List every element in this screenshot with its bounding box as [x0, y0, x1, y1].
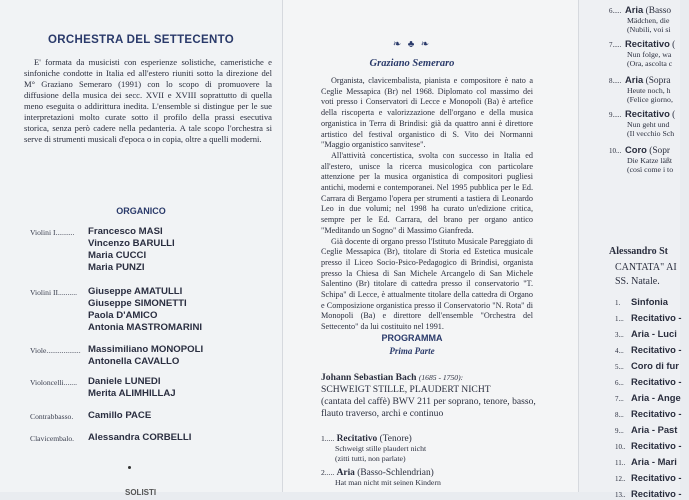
item-number: 8.....: [609, 77, 622, 85]
orchestra-title: ORCHESTRA DEL SETTECENTO: [48, 34, 234, 46]
list-item: 13.. Recitativo -: [615, 488, 682, 499]
item-text: Die Katze läßt: [627, 156, 673, 165]
list-item: [609, 74, 671, 86]
item-number: 7.....: [609, 41, 622, 49]
section-names: [88, 376, 176, 400]
list-item: 12.. Recitativo -: [615, 472, 682, 483]
section-label: Violini II..........: [30, 288, 78, 297]
item-title: Recitativo: [625, 38, 670, 49]
movement-title: Recitativo: [336, 434, 378, 444]
musician-name: Antonia MASTROMARINI: [88, 322, 203, 333]
section-names: [88, 226, 175, 274]
cantata-title: CANTATA" AI: [615, 262, 677, 273]
left-panel: [0, 0, 282, 497]
right-panel: [578, 0, 682, 499]
list-item: [609, 108, 675, 120]
list-item: [609, 144, 670, 156]
bullet-dot: [128, 466, 131, 469]
item-translation: (Nubili, voi si: [627, 25, 671, 34]
section-names: [88, 432, 191, 444]
item-number: 9.....: [609, 111, 622, 119]
item-voice: (Sopra: [643, 76, 671, 86]
musician-name: Daniele LUNEDI: [88, 376, 161, 387]
list-item: 8... Recitativo -: [615, 408, 682, 419]
orchestra-intro-text: E' formata da musicisti con esperienze solistiche, cameristiche e sinfoniche condotte in Italia ed all'estero riuniti sotto la direzione del M° Graziano Semeraro (1991) con lo scopo di promuovere la diffusione della musica dei secc. XVII e XVIII soprattutto di quella meno eseguita o addirittura inedita. L'ensemble si distingue per le sue interpretazioni molto curate sotto il profilo della prassi esecutiva storica, senza però cadere nella pedanteria. A tale scopo l'orchestra si serve di strumenti musicali d'epoca o in copia, oltre a quelli moderni.: [24, 57, 272, 144]
musician-name: Massimiliano MONOPOLI: [88, 344, 204, 355]
programma-title: PROGRAMMA: [381, 333, 443, 343]
musician-name: Paola D'AMICO: [88, 310, 158, 321]
list-item: 5... Coro di fur: [615, 360, 679, 371]
section-label: Violini I..........: [30, 228, 75, 237]
item-title: Aria: [625, 4, 644, 15]
movement-voice: (Tenore): [377, 434, 412, 444]
movement-voice: (Basso-Schlendrian): [354, 468, 434, 478]
list-item: 3... Aria - Luci: [615, 328, 677, 339]
musician-name: Merita ALIMHILLAJ: [88, 388, 176, 399]
middle-panel: [282, 0, 578, 492]
item-voice: (Sopr: [646, 146, 671, 156]
ornament-icon: ❧ ♣ ❧: [392, 39, 432, 50]
list-item: [609, 38, 675, 50]
section-label: Viole..................: [30, 346, 81, 355]
work-title: SCHWEIGT STILLE, PLAUDERT NICHT: [321, 384, 491, 395]
item-title: Recitativo: [625, 108, 670, 119]
bio-paragraph: Organista, clavicembalista, pianista e compositore è nato a Ceglie Messapica (Br) nel 1968. Diplomato col massimo dei voti presso i Conservatori di Lecce e Monopoli (Ba) è artefice della riscoperta e valorizzazione dell'organo e della musica organistica in Terra di Brindisi: già da quattro anni è direttore artistico del festival organistico di S. Vito dei Normanni "Maggio organistico sanvitese".: [321, 76, 533, 150]
section-label: Violoncelli.......: [30, 378, 77, 387]
musician-name: Francesco MASI: [88, 226, 163, 237]
list-item: 6... Recitativo -: [615, 376, 682, 387]
item-text: Heute noch, h: [627, 86, 671, 95]
musician-name: Vincenzo BARULLI: [88, 238, 175, 249]
item-text: Nun folge, wa: [627, 50, 672, 59]
cantata-subtitle: SS. Natale.: [615, 276, 660, 287]
list-item: 10.. Recitativo -: [615, 440, 682, 451]
section-names: [88, 344, 203, 368]
item-translation: (così come i to: [627, 165, 674, 174]
work-block: [321, 372, 537, 420]
list-item: 1... Recitativo -: [615, 312, 682, 323]
list-item: 7... Aria - Ange: [615, 392, 681, 403]
musician-name: Alessandra CORBELLI: [88, 432, 192, 443]
bio-paragraph: All'attività concertistica, svolta con successo in Italia ed all'estero, unisce la ricerca musicologica con particolare attenzione per la musica organistica di compositori pugliesi antichi, moderni e contemporanei. Nel 1995 pubblica per le Ed. Carrara di Bergamo l'opera per strumenti a tastiera di Leonardo Leo in due volumi; nel 1998 ha curato un'edizione critica, sempre per le Ed. Carrara, del brano per organo antico "Meditando un Sogno" di Massimo Gianfreda.: [321, 150, 533, 235]
musician-name: Maria CUCCI: [88, 250, 147, 261]
composer-name: Johann Sebastian Bach: [321, 372, 417, 383]
item-text: Mädchen, die: [627, 16, 670, 25]
item-number: 6.....: [609, 7, 622, 15]
director-bio: [321, 76, 533, 333]
section-names: [88, 286, 202, 334]
bio-paragraph: Già docente di organo presso l'Istituto Musicale Pareggiato di Ceglie Messapica (Br), titolare di Storia ed Estetica musicale presso il Liceo Socio-Psico-Pedagogico di Brindisi, organista presso la Chiesa di San Michele Arcangelo di San Michele Salentino (Br) titolare di cattedra presso il conservatorio "T. Schipa" di Lecce, è attualmente titolare della cattedra di Organo e Composizione organistica presso il Conservatorio "N. Rota" di Monopoli (Ba) e direttore dell'ensemble "Orchestra del Settecento" da lui costituito nel 1991.: [321, 236, 533, 332]
composer-name-2: Alessandro St: [609, 246, 668, 257]
section-label: Clavicembalo.: [30, 434, 75, 443]
item-voice: (Basso: [643, 6, 672, 16]
item-title: Coro: [625, 144, 647, 155]
musician-name: Giuseppe AMATULLI: [88, 286, 183, 297]
item-translation: (Il vecchio Sch: [627, 129, 675, 138]
list-item: [609, 4, 671, 16]
musician-name: Antonella CAVALLO: [88, 356, 180, 367]
movement-translation: (zitti tutti, non parlate): [335, 453, 406, 463]
list-item: 9... Aria - Past: [615, 424, 678, 435]
item-voice: (: [669, 40, 676, 50]
musician-name: Giuseppe SIMONETTI: [88, 298, 187, 309]
movement-title: Aria: [336, 468, 355, 478]
section-names: [88, 410, 151, 422]
solisti-heading: SOLISTI: [125, 488, 157, 497]
item-translation: (Felice giorno,: [627, 95, 673, 104]
movement-text: Hat man nicht mit seinen Kindern: [335, 478, 441, 487]
item-voice: (: [669, 110, 676, 120]
list-item: 11.. Aria - Mari: [615, 456, 677, 467]
list-item: 4... Recitativo -: [615, 344, 682, 355]
movement-number: 1.....: [321, 434, 335, 443]
item-text: Nun geht und: [627, 120, 670, 129]
item-number: 10...: [609, 147, 622, 155]
list-item: 1. Sinfonia: [615, 296, 668, 307]
movement-text: Schweigt stille plaudert nicht: [335, 444, 427, 453]
musician-name: Camillo PACE: [88, 410, 152, 421]
composer-dates: (1685 - 1750):: [418, 373, 464, 382]
musician-name: Maria PUNZI: [88, 262, 145, 273]
movement-item: [321, 468, 537, 488]
orchestra-intro: [24, 57, 272, 145]
movement-number: 2.....: [321, 468, 335, 477]
movement-item: [321, 434, 537, 463]
item-title: Aria: [625, 74, 644, 85]
prima-parte-title: Prima Parte: [389, 346, 435, 356]
director-title: Graziano Semeraro: [369, 58, 455, 69]
section-label: Contrabbasso.: [30, 412, 74, 421]
item-translation: (Ora, ascolta c: [627, 59, 673, 68]
organico-title: ORGANICO: [116, 206, 166, 216]
work-description: (cantata del caffè) BWV 211 per soprano, tenore, basso, flauto traverso, archi e continuo: [321, 396, 536, 419]
